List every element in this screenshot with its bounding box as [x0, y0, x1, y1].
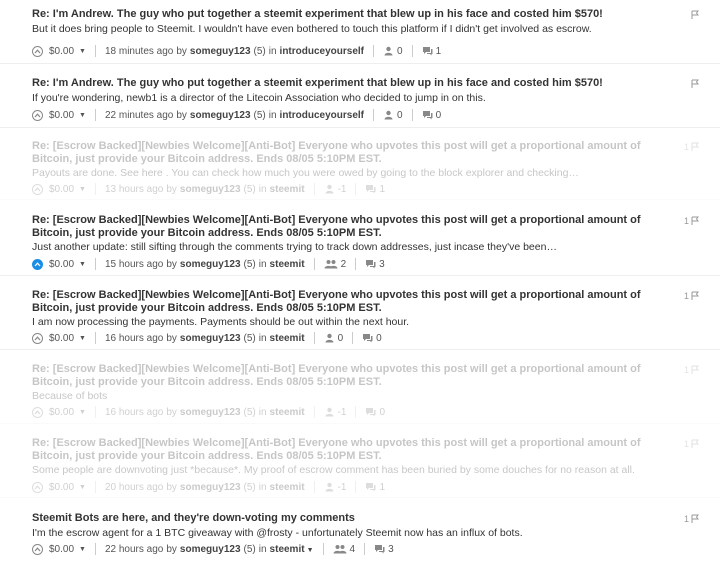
caret-down-icon: ▼ [79, 408, 86, 416]
author-reputation: (5) [253, 45, 266, 57]
category-link[interactable]: steemit [269, 543, 305, 555]
divider [314, 183, 315, 195]
upvote-button[interactable] [32, 184, 43, 195]
category-link[interactable]: steemit [269, 332, 305, 344]
post-excerpt[interactable]: Just another update: still sifting through the comments trying to track down addresses, just incase they've been… [32, 241, 557, 253]
timestamp-link[interactable]: 13 hours ago [104, 183, 164, 195]
divider [364, 543, 365, 555]
caret-down-icon: ▼ [79, 545, 86, 553]
chat-bubbles-icon [422, 110, 433, 120]
flag-count: 1 [683, 439, 689, 449]
by-label: by [166, 543, 177, 555]
payout-value: $0.00 [49, 332, 75, 344]
payout-value: $0.00 [49, 109, 75, 121]
author-reputation: (5) [243, 258, 256, 270]
replies-count[interactable] [374, 544, 394, 555]
chat-bubbles-icon [365, 259, 376, 269]
post-meta [32, 182, 385, 196]
votes-value: 2 [340, 258, 347, 270]
by-label: by [166, 406, 177, 418]
divider [355, 406, 356, 418]
author-reputation: (5) [243, 481, 256, 493]
in-label: in [258, 481, 267, 493]
author-link[interactable]: someguy123 [179, 481, 241, 493]
author-reputation: (5) [243, 183, 256, 195]
flag-button[interactable] [684, 365, 700, 375]
flag-count: 1 [683, 365, 689, 375]
divider [95, 543, 96, 555]
upvote-button[interactable] [32, 333, 43, 344]
post-excerpt[interactable]: Some people are downvoting just *because*. My proof of escrow comment has been buried by some douches for no reason at all. [32, 464, 635, 476]
payout-value: $0.00 [49, 481, 75, 493]
replies-count[interactable] [422, 110, 442, 121]
divider [314, 332, 315, 344]
flag-icon [691, 216, 700, 226]
divider [355, 258, 356, 270]
chat-bubbles-icon [374, 544, 385, 554]
in-label: in [258, 183, 267, 195]
replies-value: 3 [379, 258, 385, 270]
by-label: by [166, 258, 177, 270]
by-label: by [166, 481, 177, 493]
category-link[interactable]: introduceyourself [279, 45, 365, 57]
people-icon [324, 407, 335, 417]
category-link[interactable]: introduceyourself [279, 109, 365, 121]
in-label: in [268, 45, 277, 57]
caret-down-icon: ▼ [79, 483, 86, 491]
votes-value: 0 [397, 45, 403, 57]
timestamp-link[interactable]: 20 hours ago [104, 481, 164, 493]
author-reputation: (5) [253, 109, 266, 121]
flag-button[interactable] [684, 291, 700, 301]
post-excerpt[interactable]: I'm the escrow agent for a 1 BTC giveaway with @frosty - unfortunately Steemit now has an influx of bots. [32, 527, 523, 539]
author-link[interactable]: someguy123 [179, 258, 241, 270]
caret-down-icon: ▼ [79, 185, 86, 193]
flag-button[interactable] [684, 142, 700, 152]
list-item [0, 8, 720, 64]
flag-icon [691, 10, 700, 20]
post-title-link[interactable]: Re: [Escrow Backed][Newbies Welcome][Anti-Bot] Everyone who upvotes this post will get a proportional amount of Bitcoin, just provide your Bitcoin address. Ends 08/05 5:10PM EST. [32, 214, 641, 239]
people-icon [333, 544, 347, 554]
votes-value: 0 [397, 109, 403, 121]
post-title-link[interactable]: Re: [Escrow Backed][Newbies Welcome][Anti-Bot] Everyone who upvotes this post will get a proportional amount of Bitcoin, just provide your Bitcoin address. Ends 08/05 5:10PM EST. [32, 289, 641, 314]
chat-bubbles-icon [422, 46, 433, 56]
in-label: in [258, 332, 267, 344]
replies-count[interactable] [365, 482, 385, 493]
people-icon [324, 333, 335, 343]
divider [352, 332, 353, 344]
votes-value: 0 [337, 332, 344, 344]
upvote-button[interactable] [32, 46, 43, 57]
author-reputation: (5) [243, 332, 256, 344]
payout-value: $0.00 [49, 406, 75, 418]
people-icon [383, 110, 394, 120]
timestamp-link[interactable]: 16 hours ago [104, 406, 164, 418]
replies-value: 3 [388, 543, 394, 555]
in-label: in [268, 109, 277, 121]
payout-dropdown[interactable] [32, 407, 86, 418]
post-excerpt[interactable]: I am now processing the payments. Payments should be out within the next hour. [32, 316, 410, 328]
votes-count[interactable] [383, 46, 403, 57]
divider [95, 183, 96, 195]
upvote-button[interactable] [32, 110, 43, 121]
divider [355, 183, 356, 195]
post-meta [32, 405, 385, 419]
post-meta [32, 44, 441, 58]
payout-dropdown[interactable] [32, 333, 86, 344]
chat-bubbles-icon [365, 482, 376, 492]
divider [412, 45, 413, 57]
flag-icon [691, 291, 700, 301]
flag-button[interactable] [684, 216, 700, 226]
chat-bubbles-icon [362, 333, 373, 343]
timestamp-link[interactable]: 22 minutes ago [104, 109, 174, 121]
divider [95, 406, 96, 418]
payout-value: $0.00 [49, 258, 75, 270]
replies-count[interactable] [365, 184, 385, 195]
post-meta [32, 542, 394, 556]
payout-value: $0.00 [49, 183, 75, 195]
flag-icon [691, 142, 700, 152]
flag-button[interactable] [684, 514, 700, 524]
list-item [0, 356, 720, 424]
upvote-button[interactable] [32, 544, 43, 555]
votes-value: -1 [337, 406, 347, 418]
votes-count[interactable] [333, 544, 356, 555]
divider [373, 109, 374, 121]
flag-count: 1 [683, 291, 689, 301]
chevron-up-icon [34, 187, 41, 192]
divider [314, 258, 315, 270]
post-title-link[interactable]: Re: I'm Andrew. The guy who put together a steemit experiment that blew up in his face and costed him $570! [32, 77, 603, 89]
flag-icon [691, 439, 700, 449]
replies-count[interactable] [365, 407, 385, 418]
post-title-link[interactable]: Re: [Escrow Backed][Newbies Welcome][Anti-Bot] Everyone who upvotes this post will get a proportional amount of Bitcoin, just provide your Bitcoin address. Ends 08/05 5:10PM EST. [32, 140, 641, 165]
chevron-up-icon [34, 485, 41, 490]
people-icon [324, 482, 335, 492]
author-link[interactable]: someguy123 [179, 183, 241, 195]
upvote-button[interactable] [32, 259, 43, 270]
author-reputation: (5) [243, 543, 256, 555]
chevron-up-icon [34, 410, 41, 415]
replies-value: 1 [379, 183, 386, 195]
flag-icon [691, 365, 700, 375]
caret-down-icon: ▼ [79, 47, 86, 55]
list-item [0, 430, 720, 498]
author-link[interactable]: someguy123 [179, 406, 241, 418]
flag-button[interactable] [684, 439, 700, 449]
flag-icon [691, 79, 700, 89]
author-link[interactable]: someguy123 [189, 109, 251, 121]
payout-dropdown[interactable] [32, 46, 86, 57]
list-item [0, 208, 720, 276]
caret-down-icon: ▼ [79, 334, 86, 342]
post-excerpt[interactable]: If you're wondering, newb1 is a director of the Litecoin Association who decided to jump in on this. [32, 92, 486, 104]
payout-dropdown[interactable] [32, 110, 86, 121]
upvote-button[interactable] [32, 407, 43, 418]
replies-count[interactable] [422, 46, 442, 57]
replies-count[interactable] [365, 259, 385, 270]
replies-value: 0 [379, 406, 386, 418]
by-label: by [176, 45, 187, 57]
flag-icon [691, 514, 700, 524]
upvote-button[interactable] [32, 482, 43, 493]
payout-dropdown[interactable] [32, 482, 86, 493]
votes-count[interactable] [324, 482, 347, 493]
caret-down-icon: ▼ [306, 546, 314, 554]
flag-count: 1 [683, 142, 689, 152]
votes-count[interactable] [324, 407, 347, 418]
flag-button[interactable] [689, 79, 700, 89]
by-label: by [166, 183, 177, 195]
author-link[interactable]: someguy123 [179, 543, 241, 555]
divider [95, 45, 96, 57]
chevron-up-icon [34, 547, 41, 552]
divider [95, 109, 96, 121]
divider [373, 45, 374, 57]
votes-count[interactable] [324, 259, 347, 270]
chevron-up-icon [34, 336, 41, 341]
flag-count: 1 [683, 216, 689, 226]
replies-value: 1 [379, 481, 386, 493]
post-title-link[interactable]: Steemit Bots are here, and they're down-voting my comments [32, 512, 355, 524]
chevron-up-icon [34, 262, 41, 267]
payout-dropdown[interactable] [32, 259, 86, 270]
caret-down-icon: ▼ [79, 260, 86, 268]
people-icon [324, 259, 338, 269]
by-label: by [176, 109, 187, 121]
payout-dropdown[interactable] [32, 184, 86, 195]
post-meta [32, 331, 382, 345]
by-label: by [166, 332, 177, 344]
people-icon [324, 184, 335, 194]
list-item [0, 282, 720, 350]
divider [314, 481, 315, 493]
list-item [0, 504, 720, 561]
replies-value: 1 [435, 45, 442, 57]
flag-count: 1 [683, 514, 689, 524]
post-meta [32, 257, 385, 271]
category-link[interactable]: steemit [269, 481, 305, 493]
payout-dropdown[interactable] [32, 544, 86, 555]
votes-count[interactable] [324, 184, 347, 195]
replies-value: 0 [376, 332, 382, 344]
caret-down-icon: ▼ [79, 111, 86, 119]
list-item [0, 70, 720, 128]
chat-bubbles-icon [365, 407, 376, 417]
category-dropdown[interactable] [270, 544, 314, 555]
payout-value: $0.00 [49, 45, 75, 57]
author-link[interactable]: someguy123 [189, 45, 251, 57]
timestamp-link[interactable]: 22 hours ago [104, 543, 164, 555]
votes-value: -1 [337, 183, 347, 195]
list-item [0, 134, 720, 200]
divider [95, 258, 96, 270]
post-excerpt[interactable]: Because of bots [32, 390, 108, 402]
divider [314, 406, 315, 418]
post-title-link[interactable]: Re: I'm Andrew. The guy who put together a steemit experiment that blew up in his face and costed him $570! [32, 8, 603, 20]
post-title-link[interactable]: Re: [Escrow Backed][Newbies Welcome][Anti-Bot] Everyone who upvotes this post will get a proportional amount of Bitcoin, just provide your Bitcoin address. Ends 08/05 5:10PM EST. [32, 363, 641, 388]
category-link[interactable]: steemit [269, 406, 305, 418]
replies-value: 0 [435, 109, 442, 121]
votes-value: 4 [349, 543, 356, 555]
chat-bubbles-icon [365, 184, 376, 194]
author-link[interactable]: someguy123 [179, 332, 241, 344]
category-link[interactable]: steemit [269, 183, 305, 195]
timestamp-link[interactable]: 15 hours ago [104, 258, 164, 270]
post-title-link[interactable]: Re: [Escrow Backed][Newbies Welcome][Anti-Bot] Everyone who upvotes this post will get a proportional amount of Bitcoin, just provide your Bitcoin address. Ends 08/05 5:10PM EST. [32, 437, 641, 462]
chevron-up-icon [34, 113, 41, 118]
votes-count[interactable] [383, 110, 403, 121]
post-meta [32, 108, 441, 122]
in-label: in [258, 543, 267, 555]
replies-count[interactable] [362, 333, 382, 344]
divider [355, 481, 356, 493]
post-meta [32, 480, 385, 494]
divider [95, 481, 96, 493]
author-reputation: (5) [243, 406, 256, 418]
votes-count[interactable] [324, 333, 344, 344]
timestamp-link[interactable]: 16 hours ago [104, 332, 164, 344]
timestamp-link[interactable]: 18 minutes ago [104, 45, 174, 57]
divider [323, 543, 324, 555]
people-icon [383, 46, 394, 56]
in-label: in [258, 258, 267, 270]
divider [412, 109, 413, 121]
in-label: in [258, 406, 267, 418]
post-excerpt[interactable]: Payouts are done. See here . You can check how much you were owed by going to the block explorer and checking… [32, 167, 579, 179]
post-excerpt[interactable]: But it does bring people to Steemit. I wouldn't have even bothered to touch this platform if I didn't get involved as escrow. [32, 23, 592, 35]
category-link[interactable]: steemit [269, 258, 305, 270]
chevron-up-icon [34, 49, 41, 54]
flag-button[interactable] [689, 10, 700, 20]
votes-value: -1 [337, 481, 347, 493]
divider [95, 332, 96, 344]
payout-value: $0.00 [49, 543, 75, 555]
